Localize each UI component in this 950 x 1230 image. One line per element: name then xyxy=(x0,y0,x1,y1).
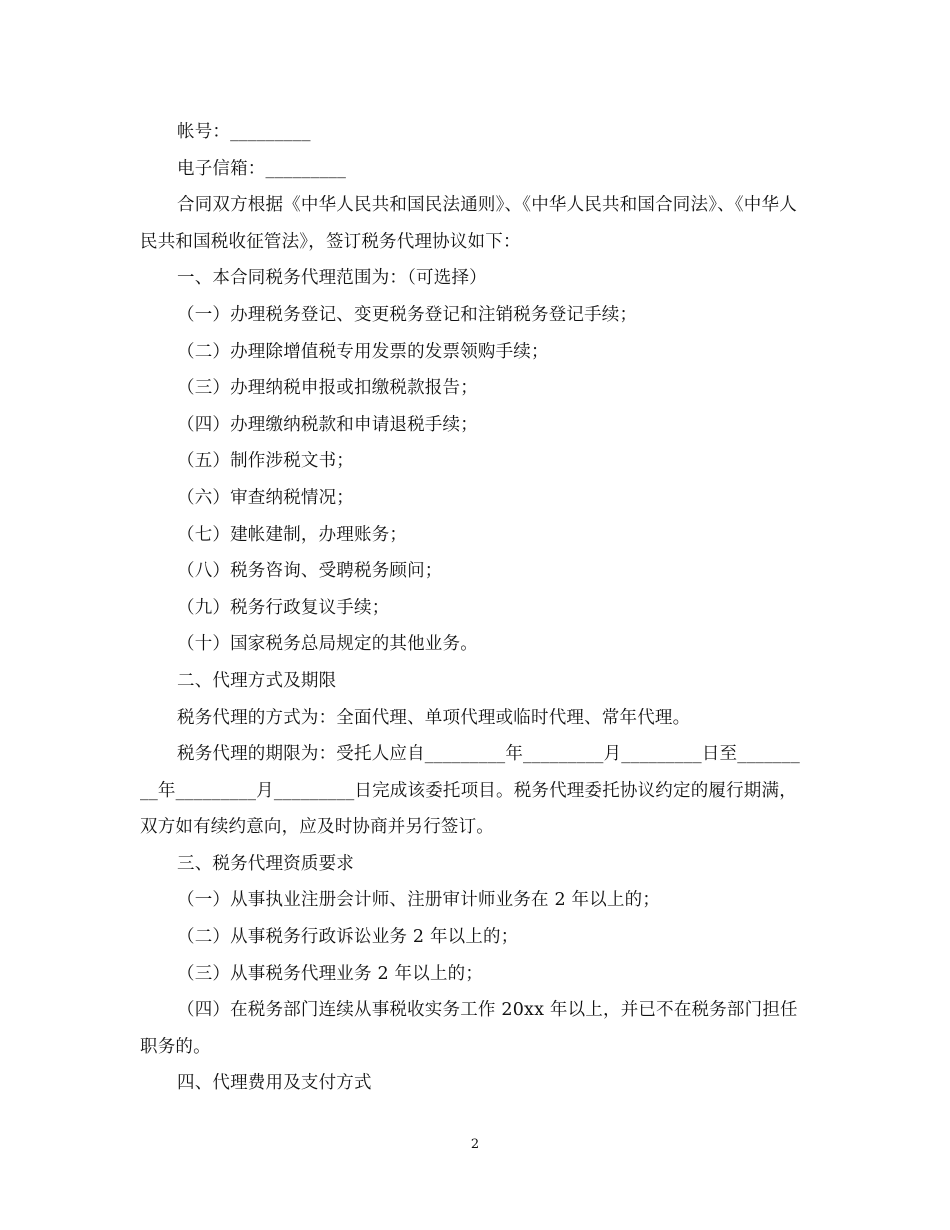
agency-term-paragraph: 税务代理的期限为：受托人应自_________年_________月_________日至_________年_________月_________日完成该委托项目。税务代理委托协议约定的履行期满，双方如有续约意向，应及时协商并另行签订。 xyxy=(140,744,800,838)
qualification-item-4: （四）在税务部门连续从事税收实务工作 20xx 年以上，并已不在税务部门担任职务的。 xyxy=(140,1000,798,1057)
email-line: 电子信箱：_________ xyxy=(177,158,347,179)
scope-item-6: （六）审查纳税情况； xyxy=(177,487,354,508)
section-four-heading: 四、代理费用及支付方式 xyxy=(177,1073,372,1094)
document-body xyxy=(140,114,806,1102)
scope-item-7: （七）建帐建制，办理账务； xyxy=(177,524,408,545)
scope-item-1: （一）办理税务登记、变更税务登记和注销税务登记手续； xyxy=(177,304,638,325)
account-number-line: 帐号：_________ xyxy=(177,122,311,142)
qualification-item-1: （一）从事执业注册会计师、注册审计师业务在 2 年以上的； xyxy=(177,890,661,911)
scope-item-3: （三）办理纳税申报或扣缴税款报告； xyxy=(177,378,478,399)
qualification-item-3: （三）从事税务代理业务 2 年以上的； xyxy=(177,963,484,984)
scope-item-4: （四）办理缴纳税款和申请退税手续； xyxy=(177,414,478,435)
scope-item-8: （八）税务咨询、受聘税务顾问； xyxy=(177,561,443,582)
scope-item-10: （十）国家税务总局规定的其他业务。 xyxy=(177,634,478,655)
contract-basis-paragraph: 合同双方根据《中华人民共和国民法通则》、《中华人民共和国合同法》、《中华人民共和国税收征管法》，签订税务代理协议如下： xyxy=(140,195,797,252)
section-one-heading: 一、本合同税务代理范围为：（可选择） xyxy=(177,268,487,289)
scope-item-9: （九）税务行政复议手续； xyxy=(177,597,390,618)
agency-method-paragraph: 税务代理的方式为：全面代理、单项代理或临时代理、常年代理。 xyxy=(177,707,691,728)
scope-item-2: （二）办理除增值税专用发票的发票领购手续； xyxy=(177,341,549,362)
scope-item-5: （五）制作涉税文书； xyxy=(177,451,354,472)
section-three-heading: 三、税务代理资质要求 xyxy=(177,853,354,874)
qualification-item-2: （二）从事税务行政诉讼业务 2 年以上的； xyxy=(177,927,519,948)
page-number: 2 xyxy=(470,1137,480,1152)
section-two-heading: 二、代理方式及期限 xyxy=(177,670,337,691)
